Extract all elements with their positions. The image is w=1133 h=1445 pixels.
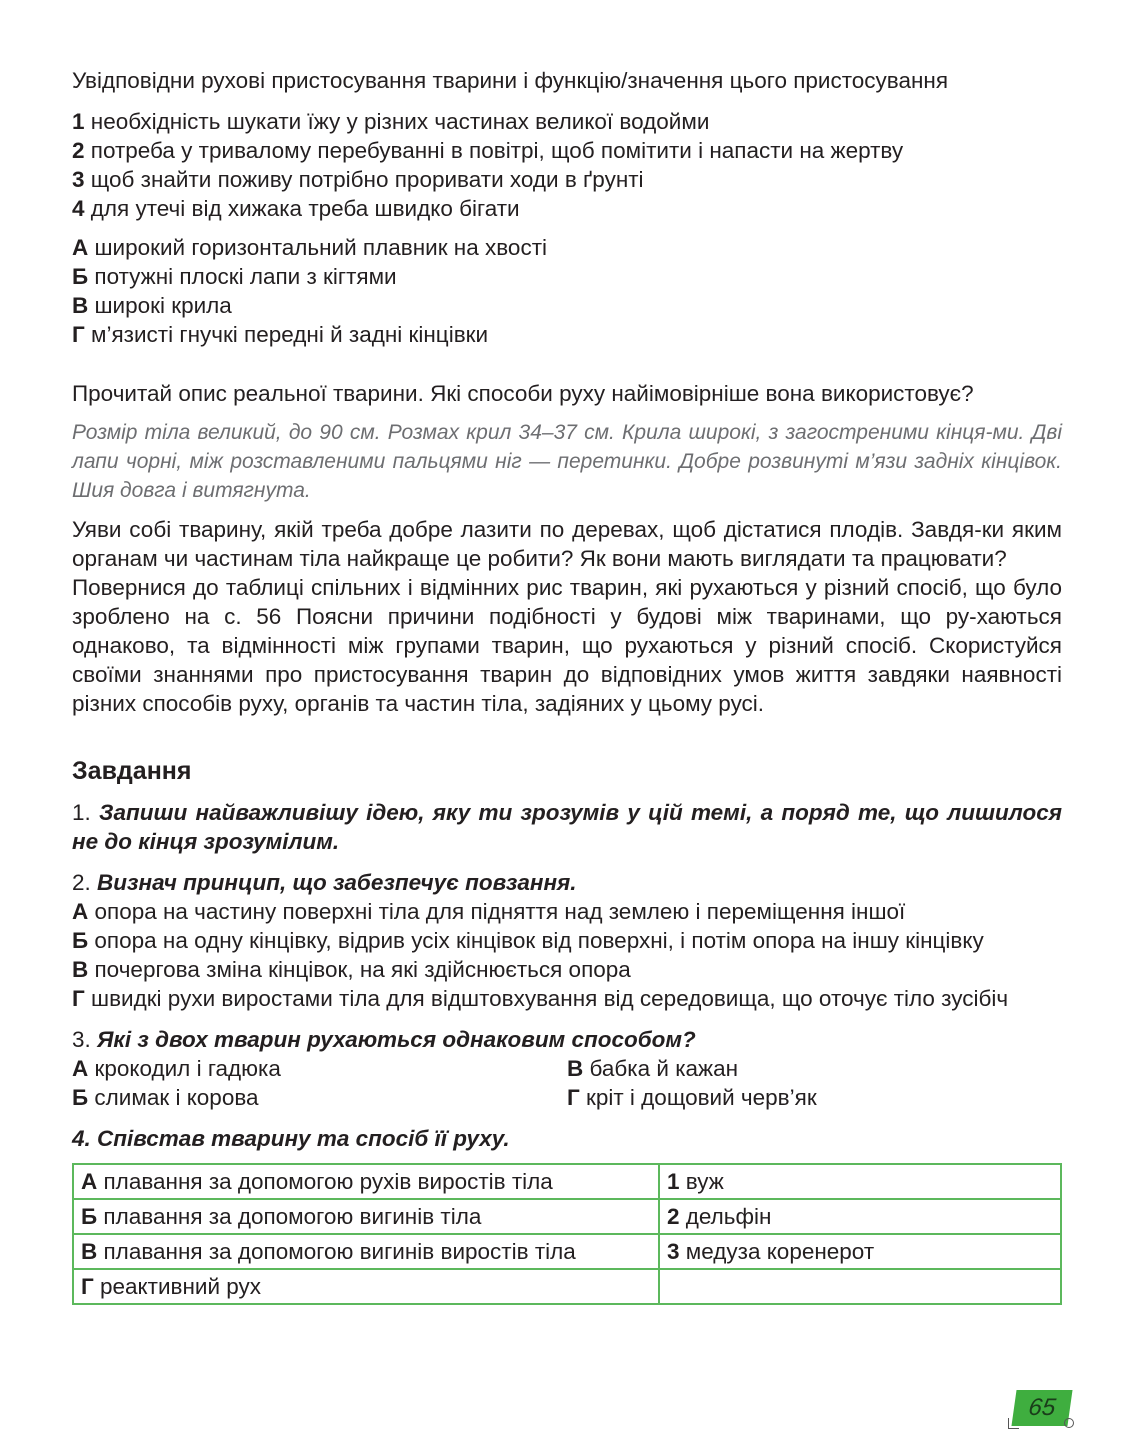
task4-question: 4. Співстав тварину та спосіб її руху.: [72, 1126, 510, 1151]
list-item: 3 щоб знайти поживу потрібно проривати ходи в ґрунті: [72, 167, 644, 192]
task3-options-row: [72, 1054, 1062, 1083]
list-item: Г швидкі рухи виростами тіла для відштовхування від середовища, що оточує тіло зусібіч: [72, 986, 1009, 1011]
section2-question: Прочитай опис реальної тварини. Які способи руху найімовірніше вона використовує?: [72, 381, 974, 406]
table-cell: 3 медуза коренерот: [659, 1234, 1061, 1269]
table-cell: А плавання за допомогою рухів виростів тіла: [73, 1164, 659, 1199]
table-cell: 1 вуж: [659, 1164, 1061, 1199]
page-content: [72, 66, 1062, 1305]
table-row: [73, 1234, 1061, 1269]
corner-ring-icon: [1064, 1418, 1074, 1428]
section3-paragraph2: Повернися до таблиці спільних і відмінних рис тварин, які рухаються у різний спосіб, що було зроблено на с. 56 Поясни причини подібності у будові між тваринами, що ру-хаються однаково, та відмінності між групами тварин, що рухаються у різний спосіб. Скористуйся своїми знаннями про пристосування тварин до відповідних умов життя завдяки наявності різних способів руху, органів та частин тіла, задіяних у цьому русі.: [72, 575, 1062, 716]
table-cell: 2 дельфін: [659, 1199, 1061, 1234]
section3-paragraph1: Уяви собі тварину, якій треба добре лазити по деревах, щоб дістатися плодів. Завдя-ки яким органам чи частинам тіла найкраще це робити? Як вони мають виглядати та працювати?: [72, 517, 1062, 571]
adaptations-list: [72, 233, 1062, 349]
needs-list: [72, 107, 1062, 223]
list-item: Г кріт і дощовий черв’як: [567, 1085, 817, 1110]
table-cell: Г реактивний рух: [73, 1269, 659, 1304]
tasks-heading: Завдання: [72, 757, 192, 785]
list-item: А опора на частину поверхні тіла для підняття над землею і переміщення іншої: [72, 899, 906, 924]
task3-options-row: [72, 1083, 1062, 1112]
list-item: Б опора на одну кінцівку, відрив усіх кінцівок від поверхні, і потім опора на іншу кінцівку: [72, 928, 984, 953]
animal-description: Розмір тіла великий, до 90 см. Розмах крил 34–37 см. Крила широкі, з загостреними кінця-ми. Дві лапи чорні, між розставленими пальцями ніг — перетинки. Добре розвинуті м’язи задніх кінцівок. Шия довга і витягнута.: [72, 421, 1062, 502]
task3-question: 3. Які з двох тварин рухаються однаковим способом?: [72, 1027, 696, 1052]
corner-mark-icon: [1008, 1418, 1019, 1429]
list-item: В бабка й кажан: [567, 1056, 739, 1081]
list-item: Г м’язисті гнучкі передні й задні кінцівки: [72, 322, 489, 347]
list-item: 4 для утечі від хижака треба швидко бігати: [72, 196, 520, 221]
task1: 1. Запиши найважливішу ідею, яку ти зрозумів у цій темі, а поряд те, що лишилося не до кінця зрозумілим.: [72, 800, 1062, 854]
list-item: Б потужні плоскі лапи з кігтями: [72, 264, 397, 289]
list-item: В почергова зміна кінцівок, на які здійснюється опора: [72, 957, 631, 982]
task2-question: 2. Визнач принцип, що забезпечує повзання.: [72, 870, 577, 895]
table-cell: Б плавання за допомогою вигинів тіла: [73, 1199, 659, 1234]
list-item: А крокодил і гадюка: [72, 1056, 281, 1081]
list-item: 2 потреба у тривалому перебуванні в повітрі, щоб помітити і напасти на жертву: [72, 138, 904, 163]
table-row: [73, 1199, 1061, 1234]
table-cell: [659, 1269, 1061, 1304]
table-row: [73, 1269, 1061, 1304]
table-cell: В плавання за допомогою вигинів виростів тіла: [73, 1234, 659, 1269]
list-item: Б слимак і корова: [72, 1085, 259, 1110]
list-item: В широкі крила: [72, 293, 232, 318]
list-item: А широкий горизонтальний плавник на хвості: [72, 235, 547, 260]
matching-table: [72, 1163, 1062, 1305]
list-item: 1 необхідність шукати їжу у різних частинах великої водойми: [72, 109, 710, 134]
section1-instruction: Увідповідни рухові пристосування тварини і функцію/значення цього пристосування: [72, 68, 949, 93]
page-number: 65: [1011, 1390, 1072, 1426]
table-row: [73, 1164, 1061, 1199]
